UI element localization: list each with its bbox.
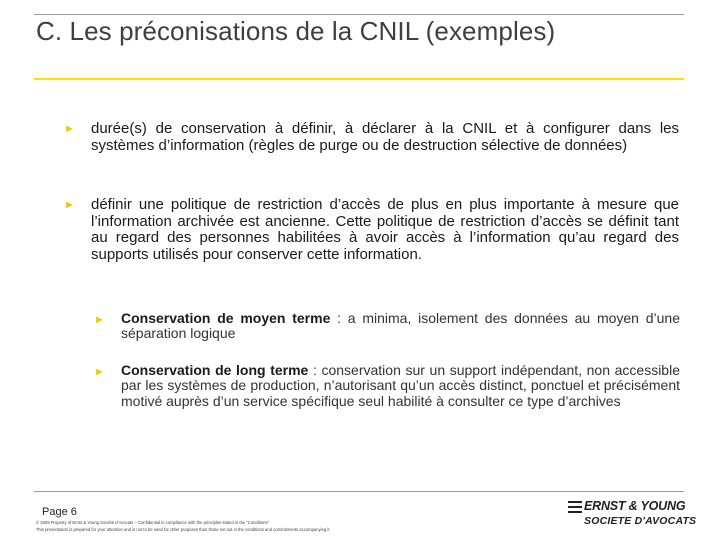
bullet-arrow-icon: ► xyxy=(64,123,75,135)
sub-bullet-text: : a minima, isolement des données au moyen d’une séparation logique xyxy=(121,310,680,342)
logo-subtitle: SOCIETE D'AVOCATS xyxy=(584,515,697,527)
bullet-access-policy: définir une politique de restriction d’accès de plus en plus importante à mesure que l’information archivée est ancienne. Cette politique de restriction d’accès se définit tant au regard des personnes habilitées à avoir accès à l’information qu’au regard des supports utilisés pour conserver cette information. xyxy=(91,196,679,263)
bullet-retention: durée(s) de conservation à définir, à déclarer à la CNIL et à configurer dans les systèmes d’information (règles de purge ou de destruction sélective de données) xyxy=(91,120,679,154)
page-number: Page 6 xyxy=(42,506,77,518)
logo-mark-icon xyxy=(568,501,582,513)
sub-bullet-arrow-icon: ► xyxy=(94,314,105,326)
logo-wordmark: ERNST & YOUNG xyxy=(584,499,686,513)
sub-bullet-long-term xyxy=(121,363,680,409)
sub-bullet-text: : conservation sur un support indépendant, non accessible par les systèmes de production, n’autorisant qu’un accès distinct, ponctuel et précisément motivé auprès d’un service spécifique seul habilité à consulter ce type d’archives xyxy=(121,362,680,409)
sub-bullet-label: Conservation de long terme xyxy=(121,362,309,378)
sub-bullet-arrow-icon: ► xyxy=(94,366,105,378)
top-rule xyxy=(34,14,684,15)
title-underline xyxy=(34,78,684,80)
sub-bullet-medium-term xyxy=(121,311,680,342)
legal-notice-line-1: © 2009 Property of Ernst & Young Société d’Avocats – Confidential in compliance with the principles stated in the “Conditions” xyxy=(36,520,269,525)
bullet-arrow-icon: ► xyxy=(64,199,75,211)
company-logo xyxy=(566,497,697,533)
slide-title: C. Les préconisations de la CNIL (exemples) xyxy=(36,16,556,46)
legal-notice-line-2: This presentation is prepared for your attention and is not to be used for other purposes than those set out in the conditions and commitments accompanying it xyxy=(36,527,330,532)
footer-rule xyxy=(34,491,684,492)
sub-bullet-label: Conservation de moyen terme xyxy=(121,310,331,326)
